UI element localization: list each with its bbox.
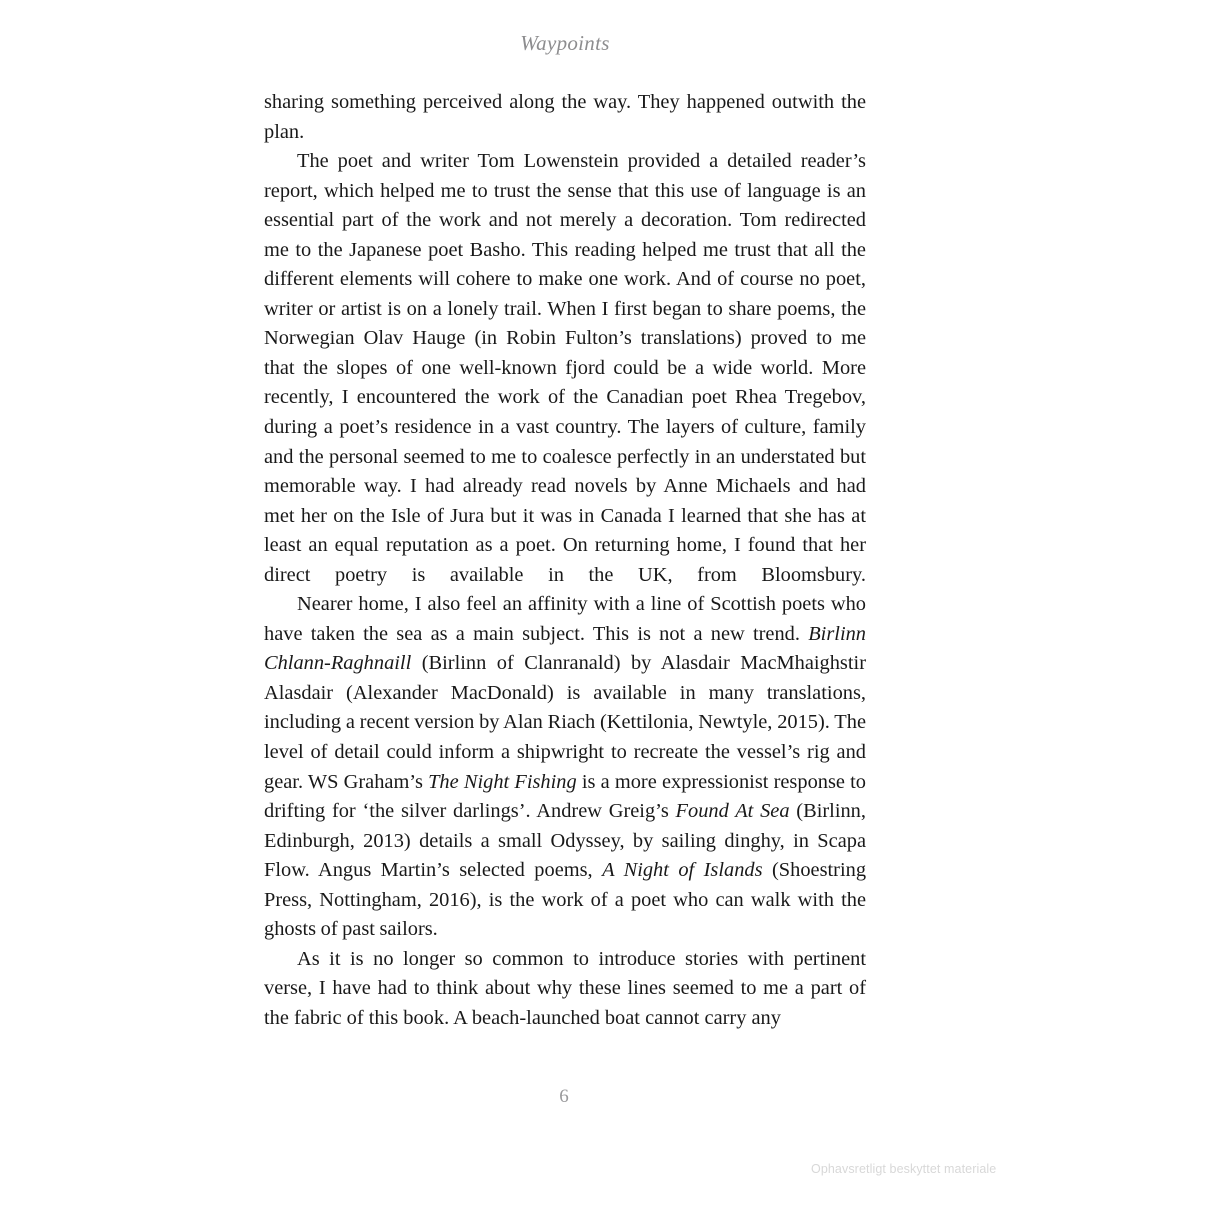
body-text-run: sharing something perceived along the way. They happened outwith the plan. (264, 91, 866, 143)
body-text-run: (Shoestring Press, Nottingham, 2016), is the work of a poet who can walk with the ghosts of past sailors. (264, 859, 867, 941)
body-paragraph (264, 147, 866, 590)
italic-title: Birlinn Chlann-Raghnaill (264, 622, 866, 675)
body-paragraph (264, 945, 866, 1034)
body-paragraph (264, 590, 866, 945)
body-text-column (264, 88, 866, 1034)
body-text-run: The poet and writer Tom Lowenstein provided a detailed reader’s report, which helped me to trust the sense that this use of language is an essential part of the work and not merely a decoration. Tom redirected me to the Japanese poet Basho. This reading helped me trust that all the different elements will cohere to make one work. And of course no poet, writer or artist is on a lonely trail. When I first began to share poems, the Norwegian Olav Hauge (in Robin Fulton’s translations) proved to me that the slopes of one well-known fjord could be a wide world. More recently, I encountered the work of the Canadian poet Rhea Tregebov, during a poet’s residence in a vast country. The layers of culture, family and the personal seemed to me to coalesce perfectly in an understated but memorable way. I had already read novels by Anne Michaels and had met her on the Isle of Jura but it was in Canada I learned that she has at least an equal reputation as a poet. On returning home, I found that her direct poetry is available in the UK, from Bloomsbury. (264, 150, 866, 586)
copyright-notice: Ophavsretligt beskyttet materiale (811, 1162, 997, 1176)
italic-title: The Night Fishing (428, 770, 577, 793)
body-text-run: Nearer home, I also feel an affinity with a line of Scottish poets who have taken the sea as a main subject. This is not a new trend. (264, 593, 866, 645)
page-number: 6 (559, 1086, 569, 1107)
body-text-run: As it is no longer so common to introduce stories with pertinent verse, I have had to think about why these lines seemed to me a part of the fabric of this book. A beach-launched boat cannot carry any (264, 947, 866, 1029)
body-text-run: is a more expressionist response to drifting for ‘the silver darlings’. Andrew Greig’s (264, 770, 866, 823)
italic-title: Found At Sea (675, 800, 790, 823)
italic-title: A Night of Islands (602, 859, 763, 882)
running-head: Waypoints (520, 31, 610, 55)
body-text-run: (Birlinn, Edinburgh, 2013) details a small Odyssey, by sailing dinghy, in Scapa Flow. Angus Martin’s selected poems, (264, 800, 866, 882)
body-paragraph (264, 88, 866, 147)
body-text-run: (Birlinn of Clanranald) by Alasdair MacMhaighstir Alasdair (Alexander MacDonald) is available in many translations, including a recent version by Alan Riach (Kettilonia, Newtyle, 2015). The level of detail could inform a shipwright to recreate the vessel’s rig and gear. WS Graham’s (264, 652, 866, 793)
